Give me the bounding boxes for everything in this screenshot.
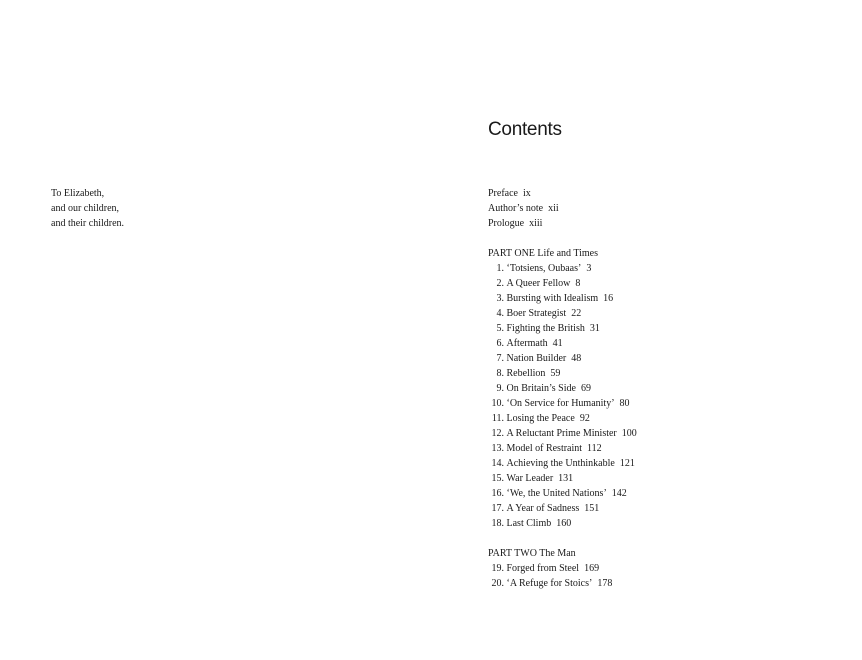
chapter-number: 8. [496,368,504,379]
toc-entry[interactable] [488,186,637,201]
part-heading-label: PART TWO The Man [488,548,576,559]
toc-chapter-entry[interactable] [488,576,637,591]
toc-page-number: ix [522,188,531,199]
chapter-title: ‘A Refuge for Stoics’ [506,578,593,589]
toc-page-number: 8 [575,278,581,289]
toc-chapter-entry[interactable] [488,336,637,351]
toc-spacer [488,531,637,546]
toc-chapter-entry[interactable] [488,486,637,501]
toc-page-number: 151 [584,503,600,514]
page-title: Contents [488,119,562,140]
chapter-title: Bursting with Idealism [506,293,599,304]
chapter-title: Nation Builder [506,353,567,364]
chapter-title: War Leader [506,473,554,484]
toc-entry-label: Preface [488,188,518,199]
toc-chapter-entry[interactable] [488,456,637,471]
chapter-title: On Britain’s Side [506,383,576,394]
chapter-title: Rebellion [506,368,546,379]
toc-chapter-entry[interactable] [488,351,637,366]
toc-page-number: 92 [579,413,590,424]
chapter-title: A Reluctant Prime Minister [506,428,617,439]
chapter-title: Fighting the British [506,323,585,334]
dedication-line: To Elizabeth, [51,188,105,199]
chapter-number: 10. [491,398,504,409]
chapter-number: 15. [491,473,504,484]
chapter-title: ‘Totsiens, Oubaas’ [506,263,582,274]
toc-page-number: 16 [603,293,614,304]
toc-entry[interactable] [488,216,637,231]
toc-page-number: 48 [571,353,582,364]
chapter-number: 14. [491,458,504,469]
chapter-number: 7. [496,353,504,364]
toc-chapter-entry[interactable] [488,561,637,576]
toc-page-number: 142 [611,488,627,499]
toc-page-number: 31 [589,323,600,334]
toc-page-number: 131 [558,473,574,484]
chapter-number: 2. [496,278,504,289]
chapter-number: 3. [496,293,504,304]
contents-header [488,116,562,146]
dedication-line: and their children. [51,218,125,229]
chapter-number: 17. [491,503,504,514]
toc-chapter-entry[interactable] [488,321,637,336]
toc-entry-label: Author’s note [488,203,544,214]
table-of-contents [488,186,637,591]
toc-page-number: 59 [550,368,561,379]
toc-chapter-entry[interactable] [488,381,637,396]
chapter-number: 5. [496,323,504,334]
toc-part-heading [488,246,637,261]
toc-page-number: 3 [586,263,592,274]
toc-chapter-entry[interactable] [488,366,637,381]
toc-chapter-entry[interactable] [488,261,637,276]
chapter-title: Model of Restraint [506,443,583,454]
toc-page-number: 112 [587,443,602,454]
chapter-title: ‘On Service for Humanity’ [506,398,615,409]
toc-chapter-entry[interactable] [488,516,637,531]
toc-page-number: 121 [619,458,635,469]
chapter-number: 16. [491,488,504,499]
toc-page-number: 100 [621,428,637,439]
toc-page-number: 160 [556,518,572,529]
chapter-number: 20. [491,578,504,589]
dedication [51,186,124,231]
toc-chapter-entry[interactable] [488,411,637,426]
chapter-number: 11. [491,413,504,424]
toc-chapter-entry[interactable] [488,291,637,306]
chapter-title: Forged from Steel [506,563,580,574]
chapter-title: Losing the Peace [506,413,575,424]
toc-chapter-entry[interactable] [488,501,637,516]
toc-page-number: xii [548,203,559,214]
toc-chapter-entry[interactable] [488,471,637,486]
chapter-title: ‘We, the United Nations’ [506,488,607,499]
chapter-number: 18. [491,518,504,529]
toc-page-number: 22 [571,308,582,319]
toc-chapter-entry[interactable] [488,396,637,411]
toc-entry[interactable] [488,201,637,216]
toc-page-number: 178 [597,578,613,589]
chapter-title: Boer Strategist [506,308,567,319]
chapter-number: 12. [491,428,504,439]
toc-page-number: 69 [580,383,591,394]
chapter-number: 19. [491,563,504,574]
toc-page-number: 169 [584,563,600,574]
toc-chapter-entry[interactable] [488,441,637,456]
toc-chapter-entry[interactable] [488,276,637,291]
chapter-title: A Year of Sadness [506,503,580,514]
chapter-title: A Queer Fellow [506,278,571,289]
chapter-title: Aftermath [506,338,548,349]
toc-page-number: 41 [552,338,563,349]
chapter-number: 4. [496,308,504,319]
chapter-number: 1. [496,263,504,274]
dedication-line: and our children, [51,203,120,214]
chapter-title: Last Climb [506,518,552,529]
chapter-number: 13. [491,443,504,454]
toc-entry-label: Prologue [488,218,525,229]
toc-chapter-entry[interactable] [488,426,637,441]
toc-page-number: 80 [619,398,630,409]
chapter-title: Achieving the Unthinkable [506,458,615,469]
part-heading-label: PART ONE Life and Times [488,248,598,259]
toc-chapter-entry[interactable] [488,306,637,321]
chapter-number: 9. [496,383,504,394]
toc-spacer [488,231,637,246]
chapter-number: 6. [496,338,504,349]
toc-part-heading [488,546,637,561]
toc-page-number: xiii [529,218,543,229]
